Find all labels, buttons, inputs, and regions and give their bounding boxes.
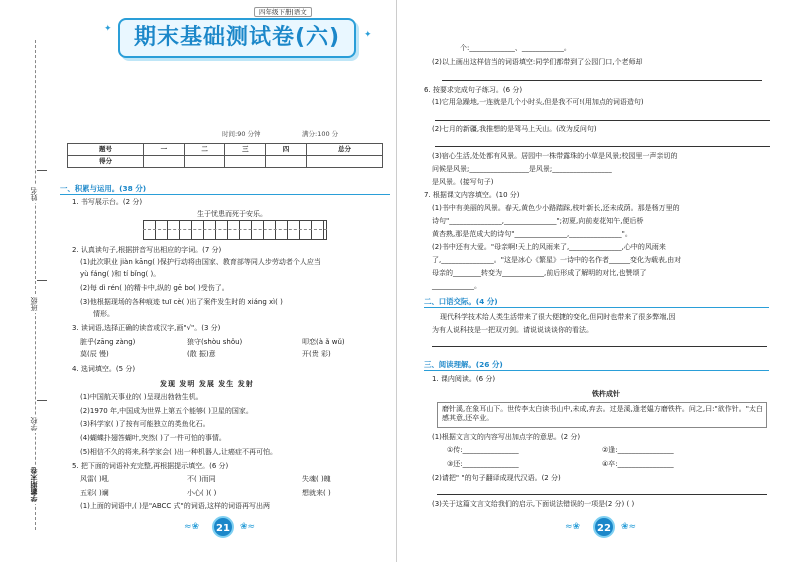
score-cell[interactable]: [225, 156, 266, 168]
choice-item[interactable]: 莫(辰 慢): [80, 350, 109, 358]
question-line: (1)中国航天事业的( )呈现出勃勃生机。: [80, 393, 203, 401]
definition-blank[interactable]: ①传:________________: [447, 446, 519, 454]
question-line: (2)1970 年,中国成为世界上第五个能够( )卫星的国家。: [80, 407, 253, 415]
flourish-icon: ≈❀: [184, 522, 200, 532]
passage-title: 铁杵成针: [592, 390, 620, 398]
idiom-blank[interactable]: 小心( )( ): [187, 489, 217, 497]
question-line: 黄杏熟,那是范成大的诗句"_______________,_______________"。: [432, 230, 632, 238]
sparkle-icon: ✦: [364, 30, 372, 40]
answer-line[interactable]: [435, 120, 770, 121]
question-line: (2)书中还有大爱。"母亲啊!天上的风雨来了,_______________,心中的风雨来: [432, 243, 666, 251]
score-header-row: [68, 144, 383, 156]
question-line: 问候是风景;_________________是风景;_________________: [432, 165, 612, 173]
score-header-cell: 四: [266, 144, 307, 156]
series-banner: 学霸期末卷: [30, 467, 38, 502]
idiom-blank[interactable]: 五彩( )斓: [80, 489, 109, 497]
definition-blank[interactable]: ③还:________________: [447, 460, 519, 468]
score-header-cell: 总分: [306, 144, 382, 156]
question-line: 了,_______________。"这是冰心《繁星》一诗中的名作者______变化为载表,由对: [432, 256, 682, 264]
question-line: (3)关于这篇文言文给我们的启示,下面说法错误的一项是(2 分) ( ): [432, 500, 635, 508]
question-line: 5. 把下面的词语补充完整,再根据提示填空。(6 分): [72, 462, 229, 470]
section-1-heading: 一、积累与运用。(38 分): [60, 184, 147, 193]
question-line: 母亲的________转变为____________,前后形成了解明的对比,也赞颂了: [432, 269, 647, 277]
school-field[interactable]: [37, 400, 47, 401]
question-line: (1)根据文言文的内容写出加点字的意思。(2 分): [432, 433, 581, 441]
flourish-icon: ❀≈: [621, 522, 637, 532]
page-number: 21: [212, 516, 234, 538]
score-table: [67, 143, 383, 168]
score-cell[interactable]: [144, 156, 185, 168]
idiom-blank[interactable]: 风雷( )吼: [80, 475, 109, 483]
score-value-row: [68, 156, 383, 168]
question-line: 诗句"_______________,_______________";初夏,向前麦花知午,便后桥: [432, 217, 644, 225]
question-line: (1)此次职业 jiàn kāng( )保护行动将由国家、教育部等同人步劳动者个人应当: [80, 258, 321, 266]
question-line: 个:_____________、____________。: [460, 44, 571, 52]
question-line: (2)以上画出这样信当的词语填空:同学们都带到了公园门口,个老师却: [432, 58, 643, 66]
right-page: [397, 0, 794, 562]
score-cell[interactable]: [266, 156, 307, 168]
score-cell[interactable]: [306, 156, 382, 168]
question-line: 4. 选词填空。(5 分): [72, 365, 136, 373]
question-line: 7. 根据课文内容填空。(10 分): [424, 191, 520, 199]
prompt-text: 现代科学技术给人类生活带来了很大便捷的变化,但同时也带来了很多弊端,因: [440, 313, 676, 321]
score-cell[interactable]: [184, 156, 225, 168]
score-header-cell: 题号: [68, 144, 144, 156]
page-title: 期末基础测试卷(六): [133, 25, 341, 50]
sparkle-icon: ✦: [104, 24, 112, 34]
passage-text: 磨针溪,在象耳山下。世传李太白读书山中,未成,弃去。过是溪,逢老媪方磨铁杵。问之,曰:"欲作针。"太白感其意,还卒业。: [442, 405, 763, 422]
score-header-cell: 一: [144, 144, 185, 156]
writing-grid[interactable]: [143, 220, 327, 240]
question-line: (5)相信不久的将来,科学家会( )出一种机器人,让癌症不再可怕。: [80, 448, 278, 456]
question-line: 情形。: [93, 310, 114, 318]
name-field[interactable]: [37, 170, 47, 171]
question-line: 是风景。(接写句子): [432, 178, 494, 186]
choice-item[interactable]: 叩恋(à ǎ wǔ): [302, 338, 345, 346]
section-divider: [424, 307, 769, 308]
score-row-label: 得分: [68, 156, 144, 168]
title-box: [118, 18, 356, 58]
question-line: (3)宿心生活,处处都有风景。居园中一株带露珠的小草是风景;校园里一声亲切的: [432, 152, 678, 160]
score-header-cell: 二: [184, 144, 225, 156]
student-info-sidebar: [6, 40, 50, 530]
binding-line: [35, 40, 36, 530]
copy-model-text: 生于忧患而死于安乐。: [197, 210, 267, 218]
question-line: (1)它用急躁地,一连就是几个小时头,但是我不可!(用加点的词语造句): [432, 98, 644, 106]
question-line: 1. 书写展示台。(2 分): [72, 198, 143, 206]
section-3-heading: 三、阅读理解。(26 分): [424, 360, 503, 369]
answer-line[interactable]: [435, 146, 770, 147]
score-header-cell: 三: [225, 144, 266, 156]
question-line: 3. 读词语,选择正确的读音或汉字,画"√"。(3 分): [72, 324, 221, 332]
choice-item[interactable]: 脏乎(zāng zàng): [80, 338, 136, 346]
question-line: 1. 课内阅读。(6 分): [432, 375, 496, 383]
question-line: (1)上面的词语中,( )是"ABCC 式"的词语,这样的词语再写出两: [80, 502, 270, 510]
choice-item[interactable]: 狼守(shòu shǒu): [187, 338, 243, 346]
question-line: (3)他根据现场的各种痕迹 tuī cè( )出了案件发生时的 xiáng xì( ): [80, 298, 283, 306]
question-line: (3)科学家( )了按有可能独立的类鱼化石。: [80, 420, 210, 428]
class-field[interactable]: [37, 280, 47, 281]
class-label: 班级: [30, 297, 38, 311]
passage-box: [437, 402, 767, 428]
page-number: 22: [593, 516, 615, 538]
exam-time: 时间:90 分钟: [222, 130, 261, 138]
question-line: 2. 认真读句子,根据拼音写出相应的字词。(7 分): [72, 246, 222, 254]
question-line: yù fáng( )和 tí bǐng( )。: [80, 270, 161, 278]
full-score: 满分:100 分: [302, 130, 339, 138]
grade-subject-badge: 四年级下册|语文: [254, 7, 312, 17]
word-bank: 发现 发明 发展 发生 发射: [160, 380, 254, 388]
question-line: 6. 按要求完成句子练习。(6 分): [424, 86, 523, 94]
question-line: (1)书中有美丽的风景。春天,黄色少小路踏踩,枝叶新长,还未成荫。那是杨万里的: [432, 204, 680, 212]
idiom-blank[interactable]: 想就来( ): [302, 489, 331, 497]
prompt-text: 为有人说科技是一把双刃剑。请说说谈谈你的看法。: [432, 326, 593, 334]
flourish-icon: ≈❀: [565, 522, 581, 532]
question-line: (2)七月的新疆,我推想的是驾马上天山。(改为反问句): [432, 125, 597, 133]
definition-blank[interactable]: ②逢:________________: [602, 446, 674, 454]
idiom-blank[interactable]: 不( )而同: [187, 475, 216, 483]
name-label: 姓名: [30, 187, 38, 201]
definition-blank[interactable]: ④卒:________________: [602, 460, 674, 468]
question-line: (4)蝴蝶扑翅答蝴叶,突然( )了一件可怕的事情。: [80, 434, 226, 442]
section-divider: [60, 194, 390, 195]
choice-item[interactable]: (散 振)意: [187, 350, 216, 358]
answer-line[interactable]: [432, 346, 767, 347]
answer-line[interactable]: [442, 80, 762, 81]
section-2-heading: 二、口语交际。(4 分): [424, 297, 498, 306]
section-divider: [424, 370, 769, 371]
choice-item[interactable]: 开(贵 彩): [302, 350, 331, 358]
question-line: ____________。: [432, 282, 481, 290]
writing-grid-midline: [143, 229, 327, 230]
question-line: (2)每 dì rén( )的精卡中,纵的 gē bo( )受伤了。: [80, 284, 229, 292]
school-label: 学校: [30, 417, 38, 431]
flourish-icon: ❀≈: [240, 522, 256, 532]
answer-line[interactable]: [437, 494, 767, 495]
question-line: (2)请把" "的句子翻译成现代汉语。(2 分): [432, 474, 561, 482]
idiom-blank[interactable]: 失魂( )魄: [302, 475, 331, 483]
